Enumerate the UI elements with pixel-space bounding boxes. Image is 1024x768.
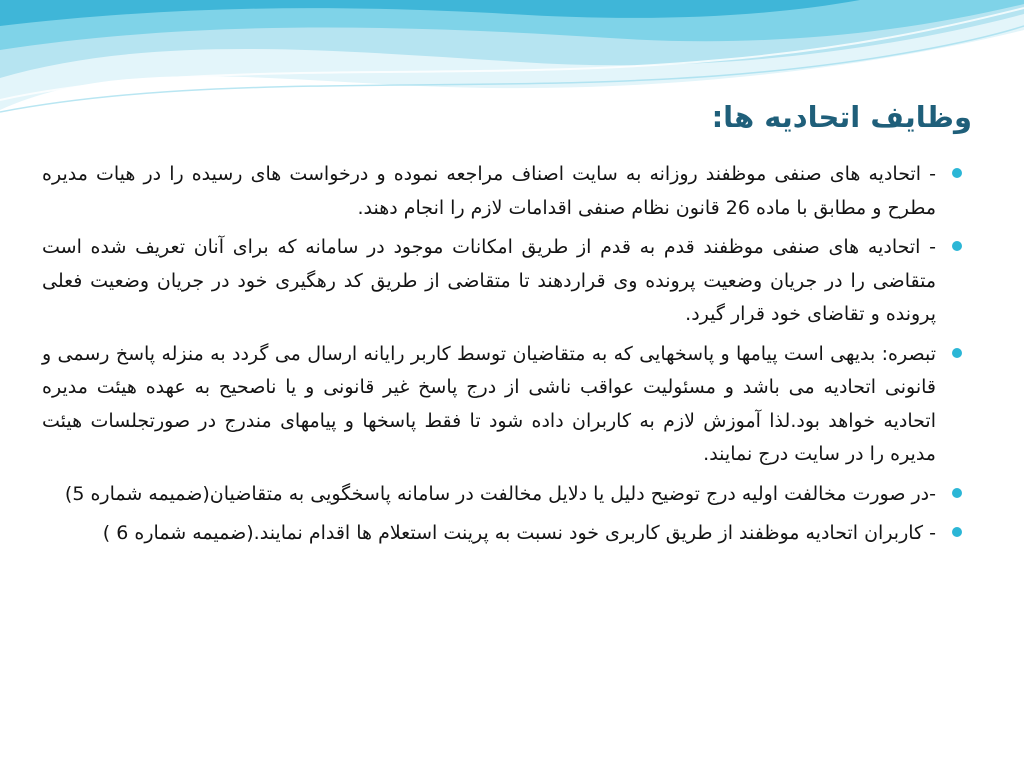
bullet-list [42,158,962,557]
list-item-text: -در صورت مخالفت اولیه درج توضیح دلیل یا دلایل مخالفت در سامانه پاسخگویی به متقاضیان(ضمیمه شماره 5) [64,482,936,505]
list-item-text: - اتحادیه های صنفی موظفند روزانه به سایت اصناف مراجعه نموده و درخواست های رسیده را در هیات مدیره مطرح و مطابق با ماده 26 قانون نظام صنفی اقدامات لازم را انجام دهند. [42,163,936,219]
bullet-dot-icon [952,348,962,358]
bullet-dot-icon [952,241,962,251]
bullet-dot-icon [952,527,962,537]
list-item [42,231,962,332]
bullet-dot-icon [952,168,962,178]
list-item [42,158,962,225]
list-item-text: - اتحادیه های صنفی موظفند قدم به قدم از طریق امکانات موجود در سامانه که برای آنان تعریف شده است متقاضی را در جریان وضعیت پرونده وی قراردهند تا متقاضی از طریق کد رهگیری خود در جریان وضعیت فعلی پرونده و تقاضای خود قرار گیرد. [42,236,936,325]
bullet-dot-icon [952,488,962,498]
list-item [42,517,962,551]
list-item [42,338,962,472]
slide-title: وظایف اتحادیه ها: [711,100,972,134]
list-item [42,478,962,512]
list-item-text: تبصره: بدیهی است پیامها و پاسخهایی که به متقاضیان توسط کاربر رایانه ارسال می گردد به منزله پاسخ رسمی و قانونی اتحادیه می باشد و مسئولیت عواقب ناشی از درج پاسخ غیر قانونی و یا ناصحیح به عهده هیئت مدیره اتحادیه خواهد بود.لذا آموزش لازم به کاربران داده شود تا فقط پاسخها و پیامهای مندرج در صورتجلسات هیئت مدیره را در سایت درج نمایند. [42,342,936,465]
list-item-text: - کاربران اتحادیه موظفند از طریق کاربری خود نسبت به پرینت استعلام ها اقدام نمایند.(ضمیمه شماره 6 ) [102,522,936,544]
